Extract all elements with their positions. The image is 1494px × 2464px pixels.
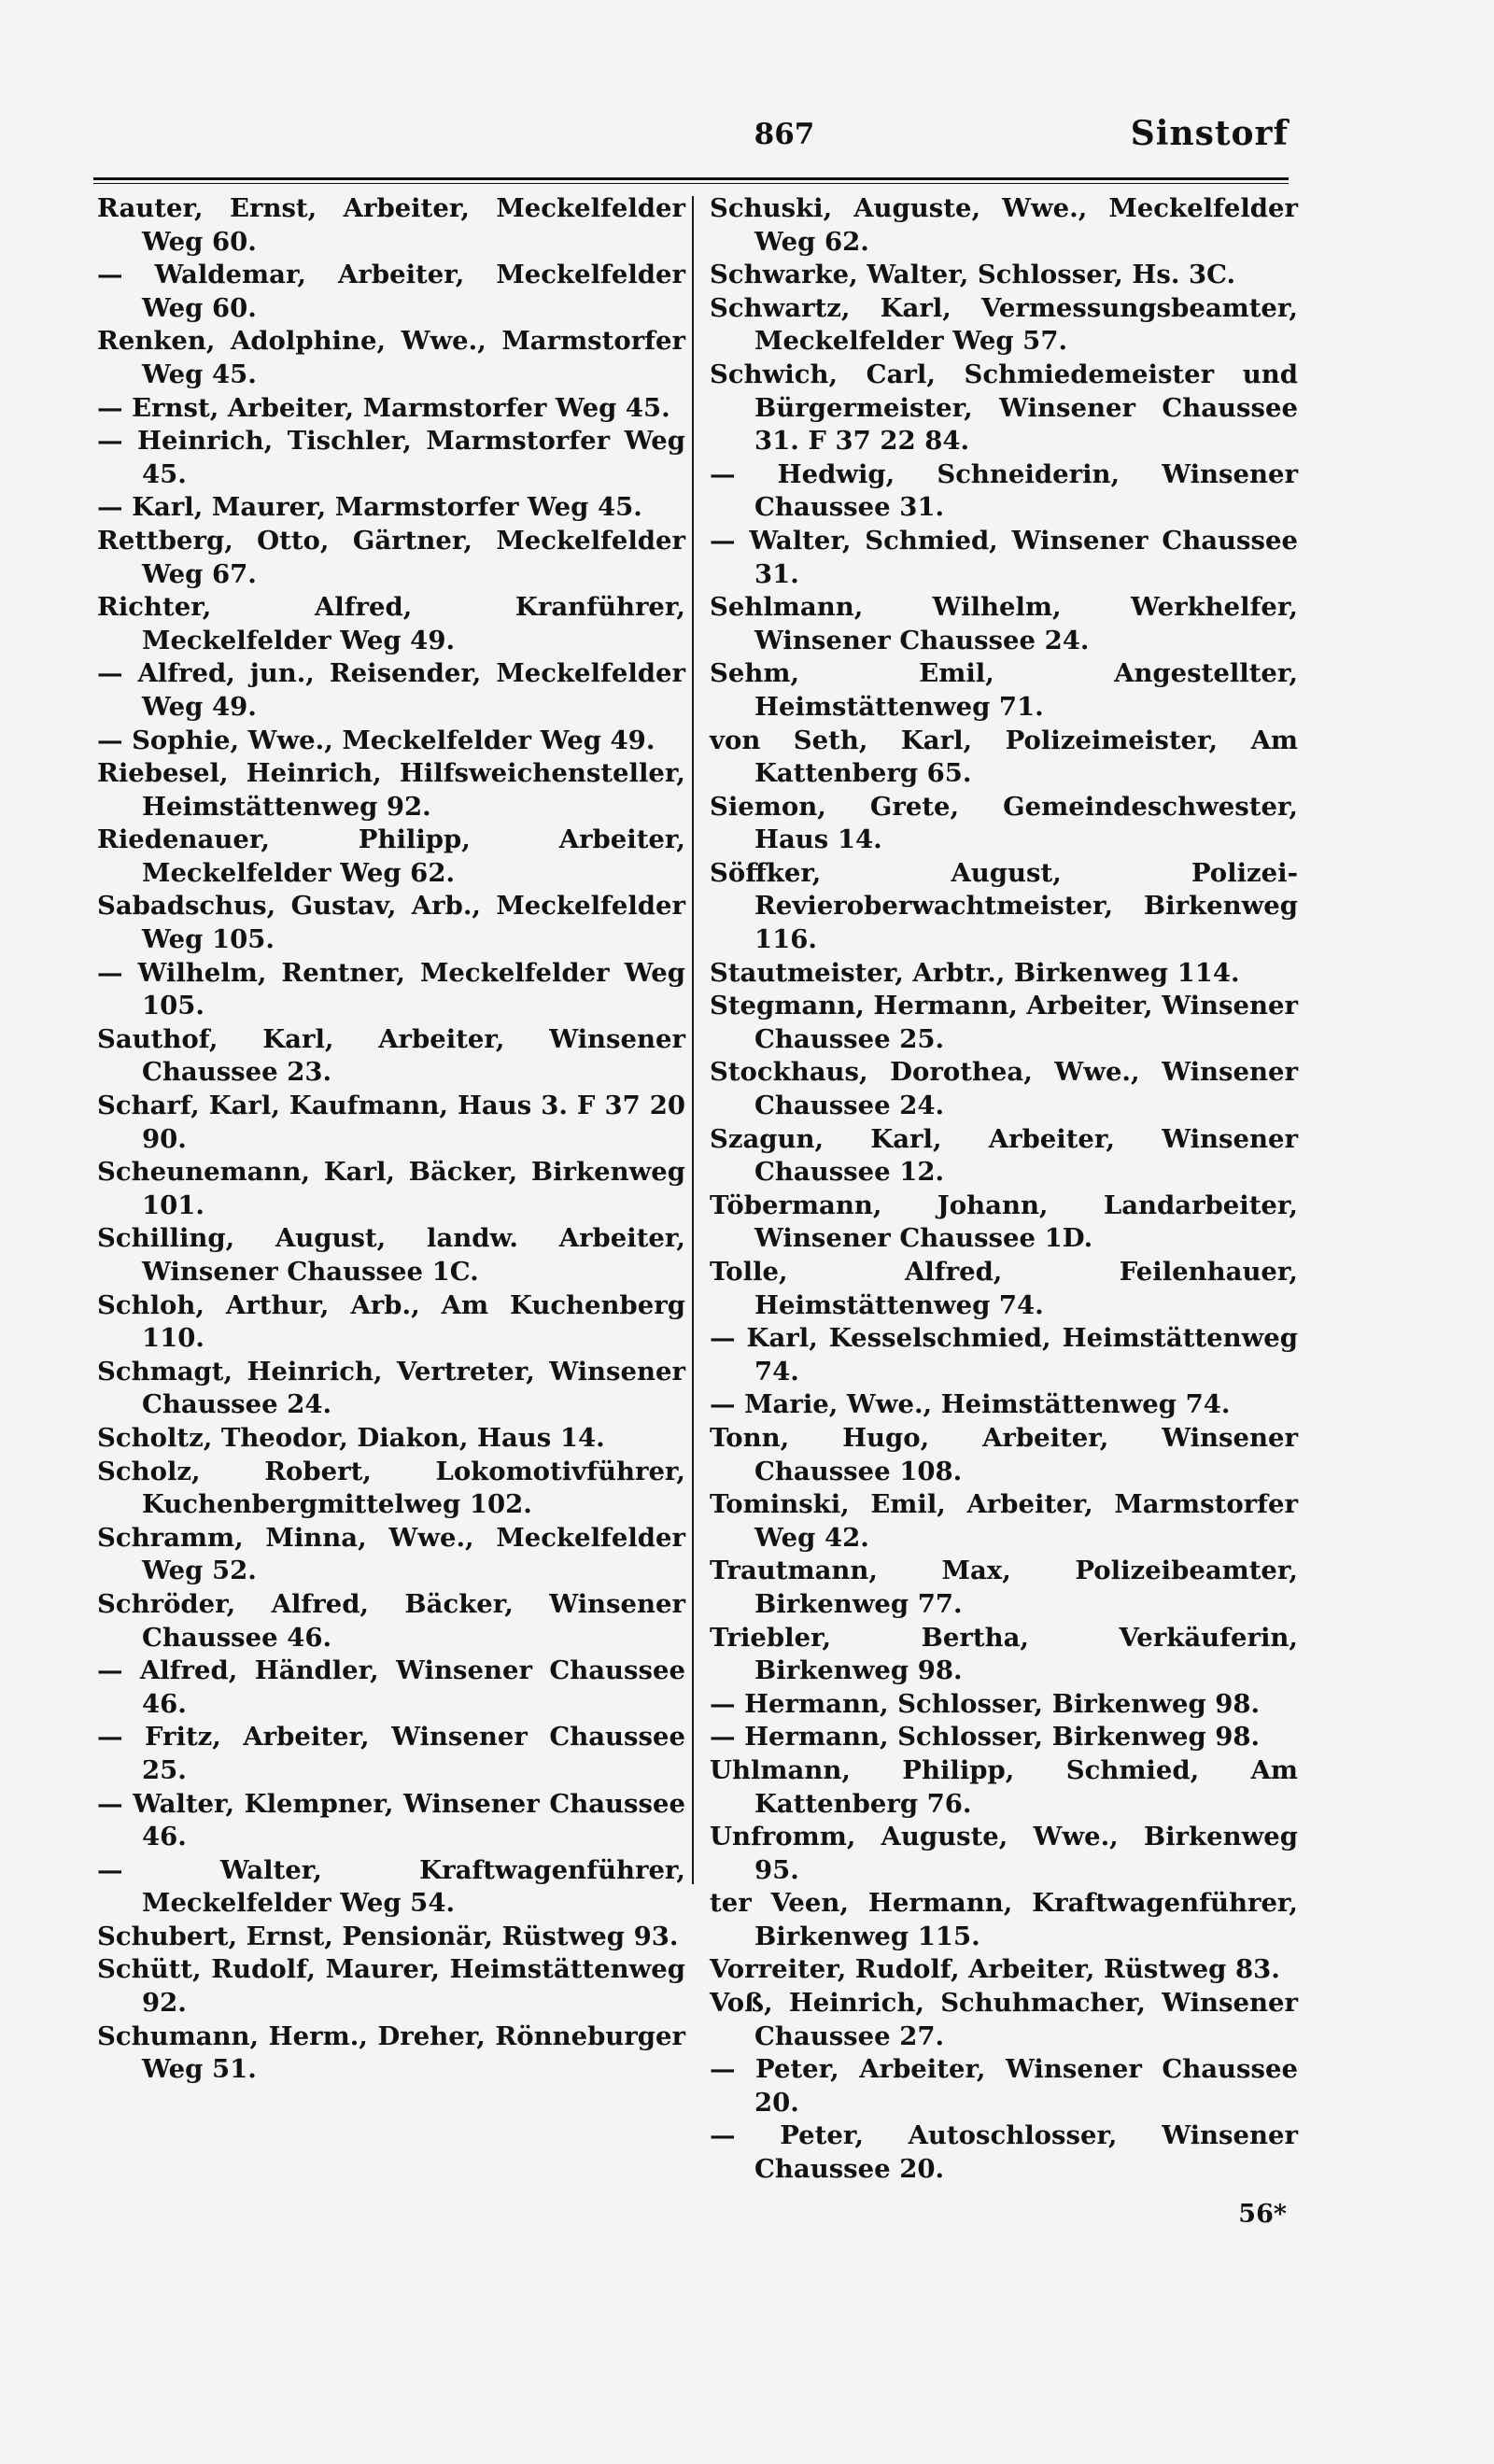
directory-entry: Söffker, August, Polizei-Revieroberwachtmeister, Birkenweg 116. xyxy=(710,857,1298,955)
directory-entry: Triebler, Bertha, Verkäuferin, Birkenweg 98. xyxy=(710,1622,1298,1686)
directory-entry: ter Veen, Hermann, Kraftwagenführer, Birkenweg 115. xyxy=(710,1888,1298,1951)
place-name: Sinstorf xyxy=(1130,114,1289,153)
directory-entry: — Karl, Maurer, Marmstorfer Weg 45. xyxy=(97,492,642,523)
directory-entry: — Hermann, Schlosser, Birkenweg 98. xyxy=(710,1722,1261,1753)
directory-entry: — Wilhelm, Rentner, Meckelfelder Weg 105. xyxy=(97,957,685,1021)
directory-entry: — Peter, Autoschlosser, Winsener Chaussee 20. xyxy=(710,2120,1298,2185)
directory-entry: Schwarke, Walter, Schlosser, Hs. 3C. xyxy=(710,260,1236,290)
directory-entry: Schramm, Minna, Wwe., Meckelfelder Weg 52. xyxy=(97,1522,685,1586)
directory-entry: Schütt, Rudolf, Maurer, Heimstättenweg 92. xyxy=(97,1954,685,2019)
directory-entry: Schubert, Ernst, Pensionär, Rüstweg 93. xyxy=(97,1921,679,1951)
column-divider xyxy=(692,196,694,1884)
directory-entry: Töbermann, Johann, Landarbeiter, Winsener Chaussee 1D. xyxy=(710,1190,1298,1254)
directory-entry: Rauter, Ernst, Arbeiter, Meckelfelder Weg 60. xyxy=(97,193,685,257)
right-column xyxy=(710,192,1298,2187)
directory-entry: — Fritz, Arbeiter, Winsener Chaussee 25. xyxy=(97,1722,685,1785)
directory-entry: von Seth, Karl, Polizeimeister, Am Kattenberg 65. xyxy=(710,725,1298,789)
directory-entry: — Heinrich, Tischler, Marmstorfer Weg 45. xyxy=(97,426,685,489)
directory-entry: — Sophie, Wwe., Meckelfelder Weg 49. xyxy=(97,725,655,755)
page-number: 867 xyxy=(754,118,815,151)
directory-entry: — Alfred, jun., Reisender, Meckelfelder Weg 49. xyxy=(97,658,685,722)
directory-entry: Richter, Alfred, Kranführer, Meckelfelder Weg 49. xyxy=(97,592,685,655)
directory-entry: Tominski, Emil, Arbeiter, Marmstorfer Weg 42. xyxy=(710,1489,1298,1553)
left-column xyxy=(97,192,685,2087)
directory-entry: Schwartz, Karl, Vermessungsbeamter, Meckelfelder Weg 57. xyxy=(710,292,1298,357)
directory-entry: Voß, Heinrich, Schuhmacher, Winsener Chaussee 27. xyxy=(710,1988,1298,2051)
directory-entry: — Hedwig, Schneiderin, Winsener Chaussee 31. xyxy=(710,458,1298,523)
directory-entry: Unfromm, Auguste, Wwe., Birkenweg 95. xyxy=(710,1822,1298,1885)
directory-entry: Schumann, Herm., Dreher, Rönneburger Weg 51. xyxy=(97,2020,685,2085)
directory-entry: Siemon, Grete, Gemeindeschwester, Haus 14. xyxy=(710,791,1298,855)
directory-entry: Schröder, Alfred, Bäcker, Winsener Chaussee 46. xyxy=(97,1588,685,1653)
directory-entry: Scheunemann, Karl, Bäcker, Birkenweg 101. xyxy=(97,1157,685,1220)
directory-entry: — Waldemar, Arbeiter, Meckelfelder Weg 60. xyxy=(97,260,685,323)
directory-entry: Scharf, Karl, Kaufmann, Haus 3. F 37 20 90. xyxy=(97,1091,685,1154)
directory-entry: Scholtz, Theodor, Diakon, Haus 14. xyxy=(97,1422,605,1453)
signature-mark: 56* xyxy=(1238,2200,1287,2229)
directory-entry: Sehm, Emil, Angestellter, Heimstättenweg 71. xyxy=(710,658,1298,722)
directory-entry: Riebesel, Heinrich, Hilfsweichensteller, Heimstättenweg 92. xyxy=(97,758,685,822)
directory-entry: — Peter, Arbeiter, Winsener Chaussee 20. xyxy=(710,2054,1298,2118)
directory-entry: Sauthof, Karl, Arbeiter, Winsener Chaussee 23. xyxy=(97,1023,685,1088)
directory-entry: — Hermann, Schlosser, Birkenweg 98. xyxy=(710,1688,1261,1719)
directory-entry: Stockhaus, Dorothea, Wwe., Winsener Chaussee 24. xyxy=(710,1057,1298,1121)
directory-entry: Scholz, Robert, Lokomotivführer, Kuchenbergmittelweg 102. xyxy=(97,1456,685,1520)
directory-entry: Schuski, Auguste, Wwe., Meckelfelder Weg 62. xyxy=(710,193,1298,257)
directory-entry: Trautmann, Max, Polizeibeamter, Birkenweg 77. xyxy=(710,1556,1298,1619)
directory-entry: — Walter, Schmied, Winsener Chaussee 31. xyxy=(710,525,1298,589)
directory-entry: Sabadschus, Gustav, Arb., Meckelfelder Weg 105. xyxy=(97,891,685,955)
directory-entry: Renken, Adolphine, Wwe., Marmstorfer Weg 45. xyxy=(97,326,685,389)
page-header xyxy=(93,110,1289,166)
directory-entry: Stegmann, Hermann, Arbeiter, Winsener Chaussee 25. xyxy=(710,991,1298,1054)
directory-entry: — Marie, Wwe., Heimstättenweg 74. xyxy=(710,1389,1231,1420)
directory-entry: — Ernst, Arbeiter, Marmstorfer Weg 45. xyxy=(97,392,670,423)
directory-entry: — Karl, Kesselschmied, Heimstättenweg 74. xyxy=(710,1323,1298,1387)
directory-entry: Sehlmann, Wilhelm, Werkhelfer, Winsener Chaussee 24. xyxy=(710,592,1298,655)
directory-entry: Schmagt, Heinrich, Vertreter, Winsener Chaussee 24. xyxy=(97,1356,685,1420)
directory-entry: — Alfred, Händler, Winsener Chaussee 46. xyxy=(97,1655,685,1719)
directory-entry: Schilling, August, landw. Arbeiter, Winsener Chaussee 1C. xyxy=(97,1223,685,1287)
directory-entry: Uhlmann, Philipp, Schmied, Am Kattenberg 76. xyxy=(710,1754,1298,1819)
directory-entry: Rettberg, Otto, Gärtner, Meckelfelder Weg 67. xyxy=(97,525,685,589)
directory-entry: Tonn, Hugo, Arbeiter, Winsener Chaussee 108. xyxy=(710,1422,1298,1486)
directory-entry: Schwich, Carl, Schmiedemeister und Bürgermeister, Winsener Chaussee 31. F 37 22 84. xyxy=(710,359,1298,457)
directory-entry: Stautmeister, Arbtr., Birkenweg 114. xyxy=(710,957,1240,988)
directory-entry: — Walter, Klempner, Winsener Chaussee 46. xyxy=(97,1788,685,1852)
directory-entry: Schloh, Arthur, Arb., Am Kuchenberg 110. xyxy=(97,1289,685,1354)
directory-entry: Vorreiter, Rudolf, Arbeiter, Rüstweg 83. xyxy=(710,1954,1280,1985)
directory-entry: Riedenauer, Philipp, Arbeiter, Meckelfelder Weg 62. xyxy=(97,824,685,888)
directory-entry: Tolle, Alfred, Feilenhauer, Heimstättenweg 74. xyxy=(710,1257,1298,1320)
directory-entry: — Walter, Kraftwagenführer, Meckelfelder Weg 54. xyxy=(97,1854,685,1919)
directory-entry: Szagun, Karl, Arbeiter, Winsener Chaussee 12. xyxy=(710,1123,1298,1188)
header-rule xyxy=(93,177,1289,184)
